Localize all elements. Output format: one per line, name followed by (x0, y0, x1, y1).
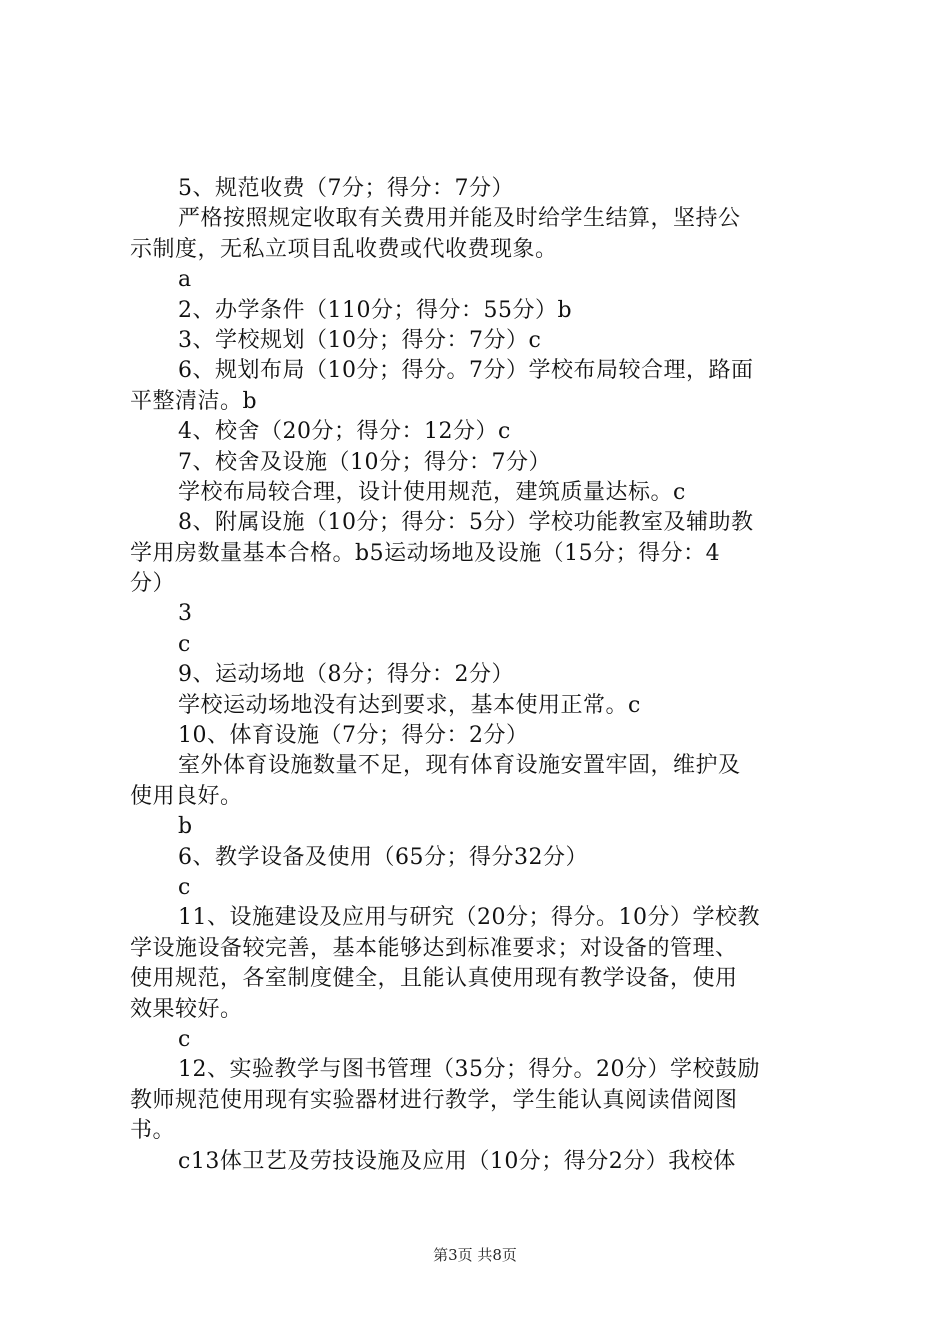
text-line: 使用规范，各室制度健全，且能认真使用现有教学设备，使用 (130, 966, 738, 992)
text-line: a (178, 267, 192, 293)
text-line: 2、办学条件（110分；得分：55分）b (178, 297, 573, 323)
text-line: 使用良好。 (130, 783, 243, 809)
text-line: 8、附属设施（10分；得分：5分）学校功能教室及辅助教 (178, 510, 754, 536)
text-line: 12、实验教学与图书管理（35分；得分。20分）学校鼓励 (178, 1057, 760, 1083)
text-line: 平整清洁。b (130, 388, 258, 414)
text-line: 10、体育设施（7分；得分：2分） (178, 723, 529, 749)
text-line: 3 (178, 601, 193, 627)
text-line: 严格按照规定收取有关费用并能及时给学生结算，坚持公 (178, 206, 741, 232)
text-line: b (178, 814, 193, 840)
text-line: 4、校舍（20分；得分：12分）c (178, 419, 511, 445)
text-line: 5、规范收费（7分；得分：7分） (178, 176, 514, 201)
text-line: 教师规范使用现有实验器材进行教学，学生能认真阅读借阅图 (130, 1087, 738, 1113)
text-line: 书。 (130, 1118, 176, 1144)
text-line: 6、规划布局（10分；得分。7分）学校布局较合理，路面 (178, 358, 754, 384)
text-line: 6、教学设备及使用（65分；得分32分） (178, 844, 588, 870)
text-line: 3、学校规划（10分；得分：7分）c (178, 327, 542, 353)
text-line: c (178, 874, 191, 900)
text-line: 11、设施建设及应用与研究（20分；得分。10分）学校教 (178, 905, 760, 931)
text-line: 室外体育设施数量不足，现有体育设施安置牢固，维护及 (178, 753, 741, 779)
text-line: 学设施设备较完善，基本能够达到标准要求；对设备的管理、 (130, 935, 738, 961)
text-line: c (178, 1026, 191, 1052)
text-line: 学校运动场地没有达到要求，基本使用正常。c (178, 692, 641, 718)
document-body (130, 174, 832, 1177)
text-line: 效果较好。 (130, 996, 243, 1022)
text-line: c (178, 631, 191, 657)
text-line: 学用房数量基本合格。b5运动场地及设施（15分；得分：4 (130, 540, 721, 566)
text-line: 7、校舍及设施（10分；得分：7分） (178, 449, 551, 475)
text-line: c13体卫艺及劳技设施及应用（10分；得分2分）我校体 (178, 1148, 736, 1174)
page-footer: 第3页 共8页 (433, 1246, 517, 1264)
text-line: 学校布局较合理，设计使用规范，建筑质量达标。c (178, 479, 686, 505)
text-line: 分） (130, 571, 176, 597)
text-line: 9、运动场地（8分；得分：2分） (178, 662, 514, 688)
text-line: 示制度，无私立项目乱收费或代收费现象。 (130, 236, 558, 262)
